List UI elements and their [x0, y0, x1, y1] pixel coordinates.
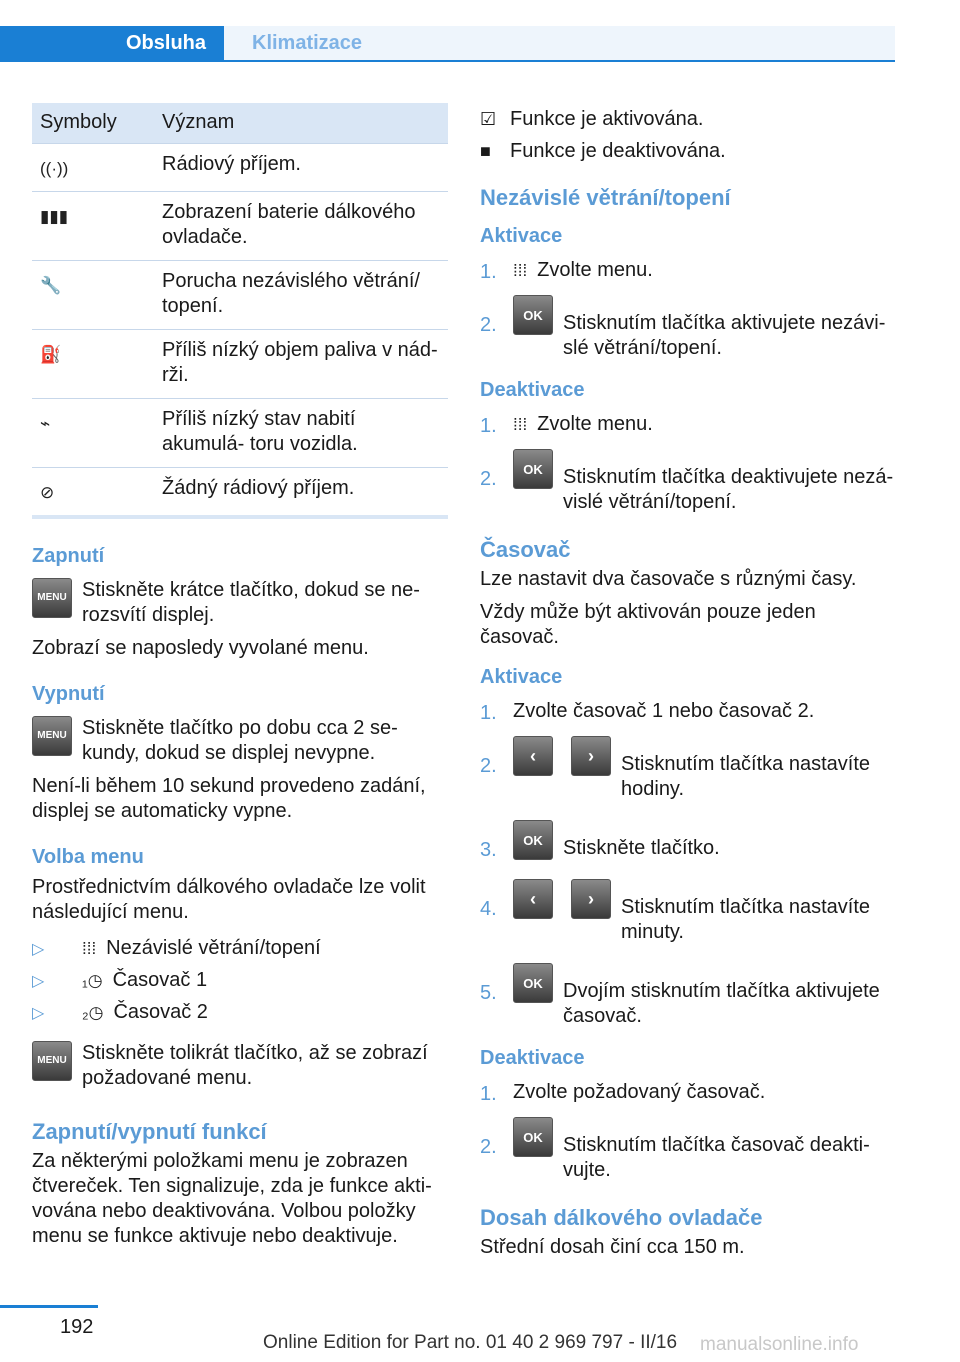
battery-icon: ▮▮▮: [40, 206, 69, 226]
step-number: 1.: [480, 702, 497, 724]
list-item: [480, 699, 896, 726]
menu-button-icon: MENU: [32, 716, 72, 756]
ventilation-icon: ⁞⁞⁞: [513, 415, 528, 434]
vehicle-battery-low-icon: ⌁: [40, 413, 51, 433]
paragraph: Zobrazí se naposledy vyvolané menu.: [32, 636, 369, 659]
table-cell: Porucha nezávislého větrání/ topení.: [154, 260, 448, 329]
heading-vypnuti: Vypnutí: [32, 682, 105, 705]
tab-obsluha[interactable]: Obsluha: [0, 26, 224, 60]
arrow-left-button-icon: ‹: [513, 879, 553, 919]
menu-list: [32, 933, 448, 1029]
right-column: [480, 103, 896, 1268]
step-text: Stisknutím tlačítka nastavíte minuty.: [621, 896, 870, 943]
watermark: manualsonline.info: [700, 1334, 859, 1355]
step-text: Zvolte požadovaný časovač.: [513, 1081, 766, 1103]
paragraph: Střední dosah činí cca 150 m.: [480, 1236, 745, 1258]
fuel-pump-icon: ⛽: [40, 344, 62, 364]
list-item: [480, 820, 896, 869]
edition-text: Online Edition for Part no. 01 40 2 969 797 - II/16: [263, 1332, 678, 1353]
triangle-bullet-icon: ▷: [32, 1004, 45, 1022]
arrow-left-button-icon: ‹: [513, 736, 553, 776]
menu-button-icon: MENU: [32, 578, 72, 618]
step-number: 1.: [480, 261, 497, 283]
step-number: 2.: [480, 755, 497, 777]
ok-button-icon: OK: [513, 449, 553, 489]
step-text: Stisknutím tlačítka časovač deakti- vujte.: [563, 1134, 870, 1181]
list-item: [32, 933, 448, 965]
list-item: [32, 997, 448, 1029]
instruction-row: [32, 578, 448, 628]
step-text: Stisknutím tlačítka deaktivujete nezá- vislé větrání/topení.: [563, 466, 894, 513]
step-text: Zvolte menu.: [537, 259, 653, 281]
left-column: [32, 103, 448, 1257]
table-row: [32, 467, 448, 517]
paragraph: Prostřednictvím dálkového ovladače lze volit následující menu.: [32, 875, 426, 923]
heading-zapnuti: Zapnutí: [32, 544, 105, 567]
table-row: [32, 260, 448, 329]
paragraph: Vždy může být aktivován pouze jeden časovač.: [480, 601, 816, 648]
list-item-label: Časovač 1: [112, 969, 208, 991]
list-item: [480, 1117, 896, 1191]
steps-list: [480, 699, 896, 1037]
deactivated-row: [480, 135, 896, 167]
triangle-bullet-icon: ▷: [32, 940, 45, 958]
paragraph: Za některými položkami menu je zobrazen čtvereček. Ten signalizuje, zda je funkce akti- vována nebo deaktivována. Volbou položky menu se funkce aktivuje nebo deaktivuje.: [32, 1149, 432, 1247]
list-item: [480, 879, 896, 953]
table-row: [32, 329, 448, 398]
table-cell: Rádiový příjem.: [154, 143, 448, 191]
step-text: Zvolte časovač 1 nebo časovač 2.: [513, 700, 815, 722]
list-item: [480, 412, 896, 439]
table-cell: Příliš nízký stav nabití akumulá- toru vozidla.: [154, 398, 448, 467]
ok-button-icon: OK: [513, 963, 553, 1003]
step-number: 3.: [480, 839, 497, 861]
step-text: Stisknutím tlačítka nastavíte hodiny.: [621, 753, 870, 800]
list-item: [480, 295, 896, 369]
activated-text: Funkce je aktivována.: [510, 107, 704, 130]
heading-aktivace-casovac: Aktivace: [480, 666, 563, 688]
instruction-row: [32, 716, 448, 766]
tab-bar: [0, 26, 895, 62]
list-item-label: Časovač 2: [113, 1001, 208, 1023]
table-row: [32, 398, 448, 467]
steps-list: [480, 412, 896, 523]
heading-volba-menu: Volba menu: [32, 845, 144, 868]
list-item: [480, 258, 896, 285]
no-radio-signal-icon: ⊘: [40, 482, 55, 502]
paragraph: Lze nastavit dva časovače s různými časy.: [480, 568, 857, 590]
table-row: [32, 191, 448, 260]
step-number: 4.: [480, 898, 497, 920]
step-number: 2.: [480, 468, 497, 490]
ventilation-icon: ⁞⁞⁞: [82, 938, 97, 958]
instruction-row: [32, 1041, 448, 1091]
step-text: Stisknutím tlačítka aktivujete nezávi- slé větrání/topení.: [563, 312, 886, 359]
symbol-table: [32, 103, 448, 519]
step-number: 2.: [480, 1136, 497, 1158]
step-text: Dvojím stisknutím tlačítka aktivujete časovač.: [563, 980, 880, 1027]
step-number: 5.: [480, 982, 497, 1004]
ok-button-icon: OK: [513, 1117, 553, 1157]
table-cell: Příliš nízký objem paliva v nád- rži.: [154, 329, 448, 398]
deactivated-text: Funkce je deaktivována.: [510, 139, 726, 162]
heading-deaktivace-casovac: Deaktivace: [480, 1047, 585, 1069]
heading-deaktivace: Deaktivace: [480, 379, 585, 401]
list-item: [32, 965, 448, 997]
step-number: 1.: [480, 415, 497, 437]
table-cell: Žádný rádiový příjem.: [154, 467, 448, 517]
list-item: [480, 963, 896, 1037]
ok-button-icon: OK: [513, 295, 553, 335]
menu-button-icon: MENU: [32, 1041, 72, 1081]
footer-rule: [0, 1305, 98, 1308]
list-item-label: Nezávislé větrání/topení: [106, 937, 321, 959]
heading-casovac: Časovač: [480, 537, 571, 562]
step-number: 1.: [480, 1083, 497, 1105]
table-header-meaning: Význam: [154, 103, 448, 143]
heading-aktivace: Aktivace: [480, 225, 563, 247]
heading-zapnuti-vypnuti-funkci: Zapnutí/vypnutí funkcí: [32, 1118, 267, 1144]
heading-nezavisle: Nezávislé větrání/topení: [480, 185, 731, 210]
instruction-text: Stiskněte tolikrát tlačítko, až se zobrazí požadované menu.: [82, 1041, 428, 1089]
checkbox-empty-icon: ■: [480, 140, 491, 161]
timer-1-icon: ₁◷: [82, 970, 103, 990]
timer-2-icon: ₂◷: [82, 1002, 104, 1022]
arrow-right-button-icon: ›: [571, 736, 611, 776]
triangle-bullet-icon: ▷: [32, 972, 45, 990]
instruction-text: Stiskněte krátce tlačítko, dokud se ne- rozsvítí displej.: [82, 578, 420, 626]
checkbox-checked-icon: ☑: [480, 108, 497, 129]
ventilation-icon: ⁞⁞⁞: [513, 261, 528, 280]
step-number: 2.: [480, 314, 497, 336]
steps-list: [480, 258, 896, 369]
list-item: [480, 449, 896, 523]
step-text: Stiskněte tlačítko.: [563, 837, 720, 859]
list-item: [480, 1080, 896, 1107]
arrow-right-button-icon: ›: [571, 879, 611, 919]
table-cell: Zobrazení baterie dálkového ovladače.: [154, 191, 448, 260]
radio-signal-icon: ((·)): [40, 158, 69, 178]
list-item: [480, 736, 896, 810]
paragraph: Není-li během 10 sekund provedeno zadání, displej se automaticky vypne.: [32, 774, 426, 822]
table-header-symbols: Symboly: [32, 103, 154, 143]
activated-row: [480, 103, 896, 135]
step-text: Zvolte menu.: [537, 413, 653, 435]
wrench-icon: 🔧: [40, 275, 62, 295]
table-row: [32, 143, 448, 191]
heading-dosah: Dosah dálkového ovladače: [480, 1205, 763, 1230]
tab-klimatizace[interactable]: Klimatizace: [224, 26, 895, 60]
steps-list: [480, 1080, 896, 1191]
instruction-text: Stiskněte tlačítko po dobu cca 2 se- kundy, dokud se displej nevypne.: [82, 716, 398, 764]
page-number: 192: [60, 1316, 94, 1338]
ok-button-icon: OK: [513, 820, 553, 860]
